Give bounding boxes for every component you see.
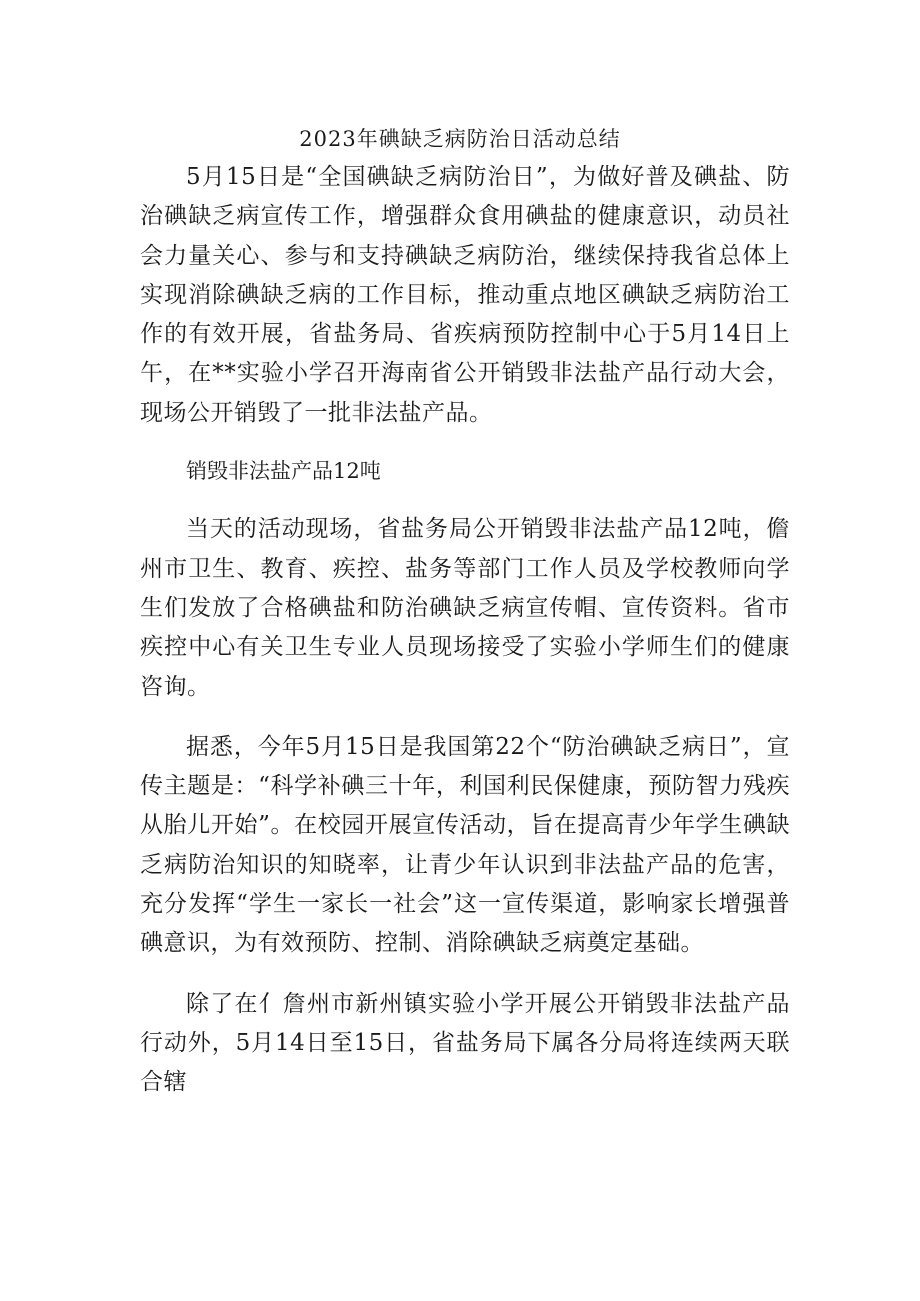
section-subheading: 销毁非法盐产品12吨 (186, 459, 381, 484)
paragraph-other-actions: 除了在亻詹州市新州镇实验小学开展公开销毁非法盐产品行动外，5月14日至15日，省盐务局下属各分局将连续两天联合辖 (140, 990, 790, 1096)
document-title: 2023年碘缺乏病防治日活动总结 (299, 127, 621, 151)
paragraph-intro: 5月15日是“全国碘缺乏病防治日”，为做好普及碘盐、防治碘缺乏病宣传工作，增强群众食用碘盐的健康意识，动员社会力量关心、参与和支持碘缺乏病防治，继续保持我省总体上实现消除碘缺乏病的工作目标，推动重点地区碘缺乏病防治工作的有效开展，省盐务局、省疾病预防控制中心于5月14日上午，在**实验小学召开海南省公开销毁非法盐产品行动大会，现场公开销毁了一批非法盐产品。 (140, 164, 790, 426)
paragraph-theme: 据悉，今年5月15日是我国第22个“防治碘缺乏病日”，宣传主题是：“科学补碘三十年，利国利民保健康，预防智力残疾从胎儿开始”。在校园开展宣传活动，旨在提高青少年学生碘缺乏病防治知识的知晓率，让青少年认识到非法盐产品的危害，充分发挥“学生一家长一社会”这一宣传渠道，影响家长增强普碘意识，为有效预防、控制、消除碘缺乏病奠定基础。 (140, 733, 790, 957)
document-body (140, 158, 790, 1103)
paragraph-activity-scene: 当天的活动现场，省盐务局公开销毁非法盐产品12吨，儋州市卫生、教育、疾控、盐务等部门工作人员及学校教师向学生们发放了合格碘盐和防治碘缺乏病宣传帽、宣传资料。省市疾控中心有关卫生专业人员现场接受了实验小学师生们的健康咨询。 (140, 516, 790, 700)
